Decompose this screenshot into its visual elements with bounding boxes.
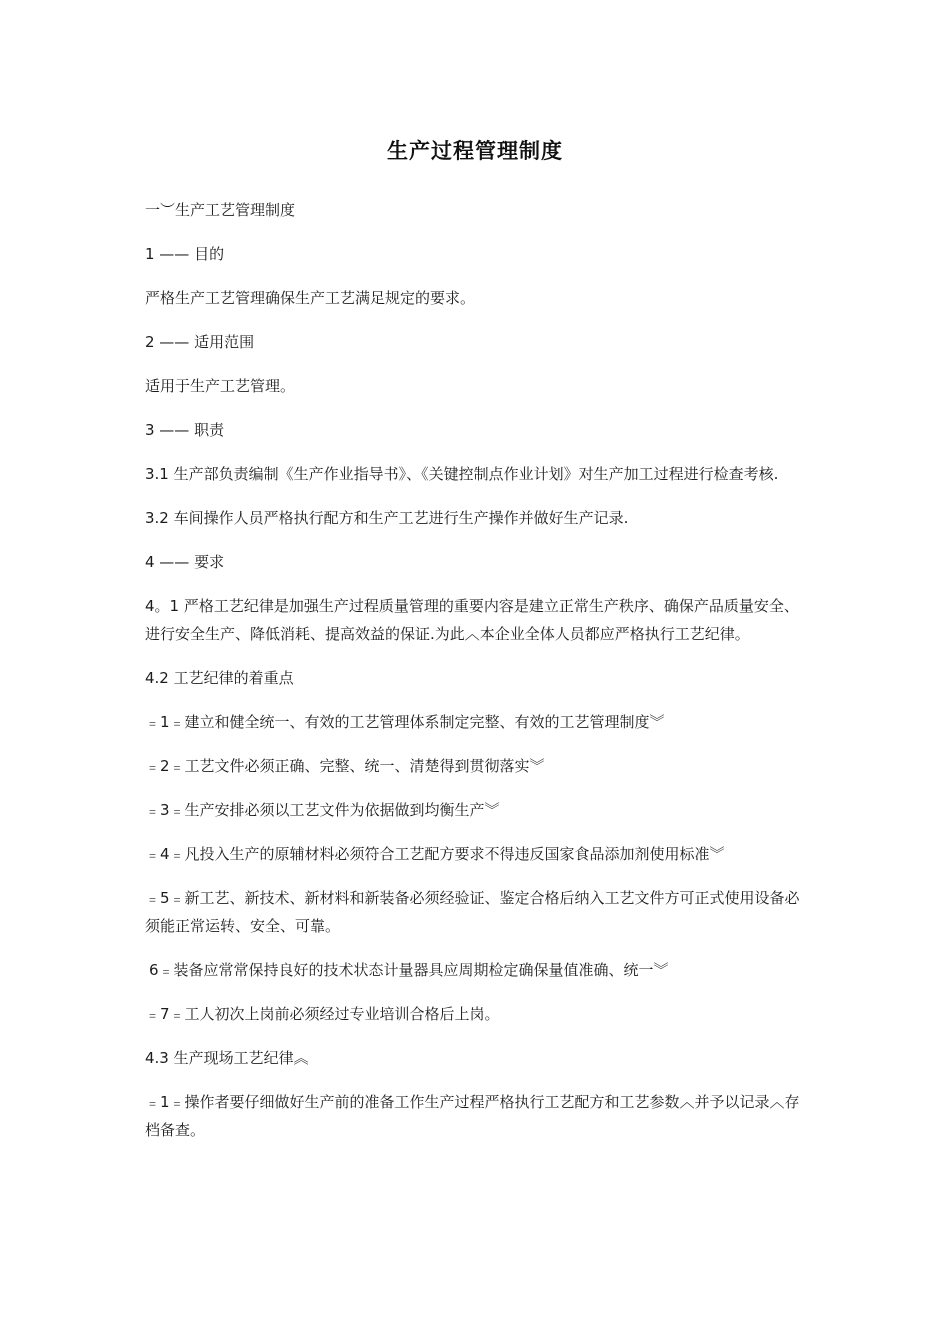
paragraph: 3.2 车间操作人员严格执行配方和生产工艺进行生产操作并做好生产记录. bbox=[145, 509, 629, 527]
paragraph: 严格生产工艺管理确保生产工艺满足规定的要求。 bbox=[145, 289, 476, 307]
subsection-heading: 3 —— 职责 bbox=[145, 421, 225, 439]
list-item: ﹦3﹦生产安排必须以工艺文件为依据做到均衡生产︾ bbox=[145, 801, 500, 819]
document-body bbox=[145, 196, 810, 1160]
subsection-heading: 1 —— 目的 bbox=[145, 245, 225, 263]
list-item: ﹦4﹦凡投入生产的原辅材料必须符合工艺配方要求不得违反国家食品添加剂使用标准︾ bbox=[145, 845, 725, 863]
paragraph: 适用于生产工艺管理。 bbox=[145, 377, 296, 395]
section-heading: 一︶生产工艺管理制度 bbox=[145, 201, 296, 219]
subsection-heading: 2 —— 适用范围 bbox=[145, 333, 255, 351]
list-item: ﹦1﹦建立和健全统一、有效的工艺管理体系制定完整、有效的工艺管理制度︾ bbox=[145, 713, 665, 731]
list-item: ﹦1﹦操作者要仔细做好生产前的准备工作生产过程严格执行工艺配方和工艺参数︿并予以记录︿存档备查。 bbox=[145, 1093, 800, 1139]
list-item: 6﹦装备应常常保持良好的技术状态计量器具应周期检定确保量值准确、统一︾ bbox=[149, 961, 669, 979]
subsection-heading: 4.2 工艺纪律的着重点 bbox=[145, 669, 294, 687]
subsection-heading: 4 —— 要求 bbox=[145, 553, 225, 571]
list-item: ﹦2﹦工艺文件必须正确、完整、统一、清楚得到贯彻落实︾ bbox=[145, 757, 545, 775]
list-item: ﹦5﹦新工艺、新技术、新材料和新装备必须经验证、鉴定合格后纳入工艺文件方可正式使用设备必须能正常运转、安全、可靠。 bbox=[145, 889, 800, 935]
subsection-heading: 4.3 生产现场工艺纪律︽ bbox=[145, 1049, 309, 1067]
list-item: ﹦7﹦工人初次上岗前必须经过专业培训合格后上岗。 bbox=[145, 1005, 500, 1023]
document-title: 生产过程管理制度 bbox=[387, 139, 563, 163]
paragraph: 4。1 严格工艺纪律是加强生产过程质量管理的重要内容是建立正常生产秩序、确保产品质量安全、进行安全生产、降低消耗、提高效益的保证.为此︿本企业全体人员都应严格执行工艺纪律。 bbox=[145, 597, 799, 643]
paragraph: 3.1 生产部负责编制《生产作业指导书》、《关键控制点作业计划》对生产加工过程进行检查考核. bbox=[145, 465, 779, 483]
